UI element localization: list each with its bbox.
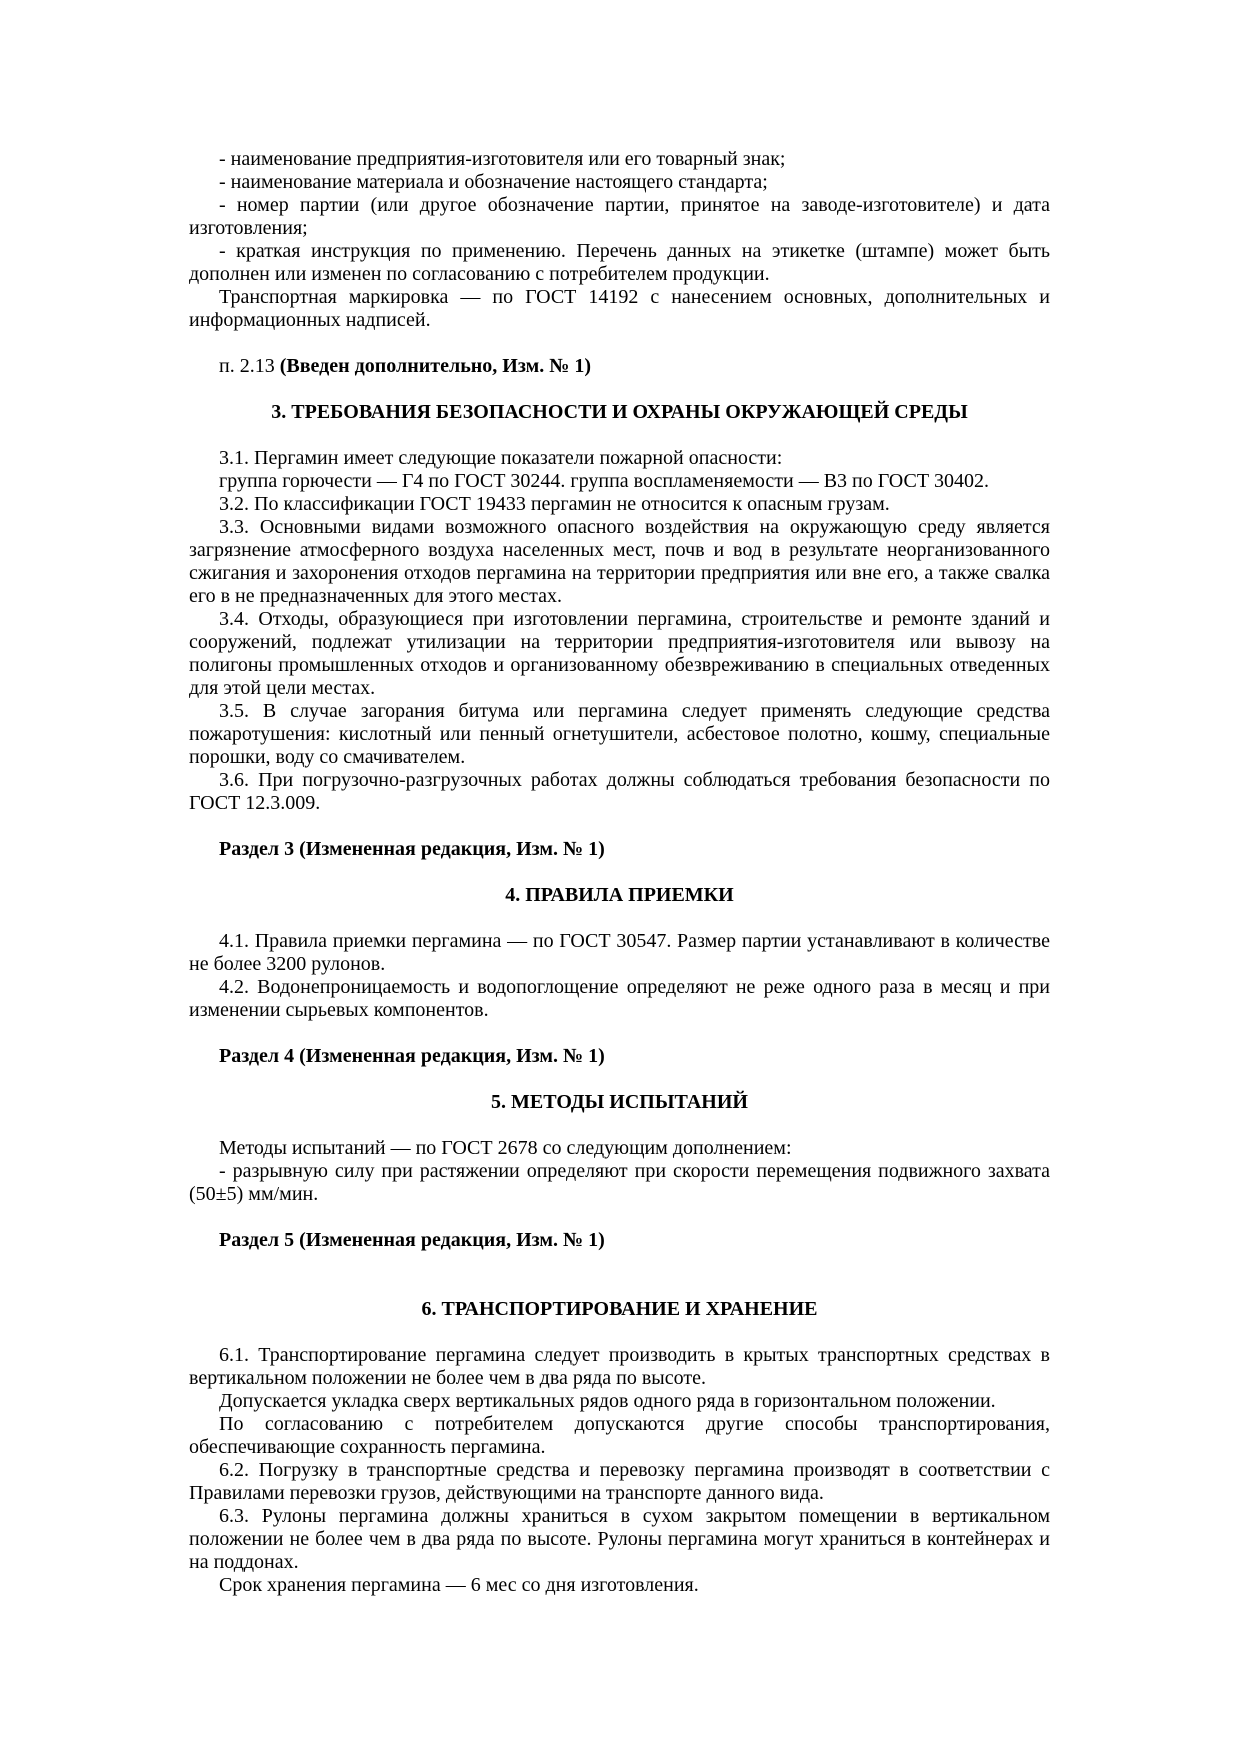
- section-3-paragraph-2: группа горючести — Г4 по ГОСТ 30244. группа воспламеняемости — В3 по ГОСТ 30402.: [219, 470, 990, 492]
- section-5-paragraph-1: Методы испытаний — по ГОСТ 2678 со следующим дополнением:: [219, 1137, 792, 1159]
- section-4-paragraph-1: 4.1. Правила приемки пергамина — по ГОСТ 30547. Размер партии устанавливают в количестве не более 3200 рулонов.: [189, 930, 1050, 975]
- marking-item-manufacturer: - наименование предприятия-изготовителя или его товарный знак;: [219, 148, 786, 170]
- section-5-title: 5. МЕТОДЫ ИСПЫТАНИЙ: [491, 1091, 748, 1113]
- spacer: [189, 332, 1050, 355]
- spacer: [189, 1252, 1050, 1298]
- section-6-paragraph-6: Срок хранения пергамина — 6 мес со дня изготовления.: [219, 1574, 699, 1596]
- spacer: [189, 1068, 1050, 1091]
- section-3-paragraph-5: 3.4. Отходы, образующиеся при изготовлении пергамина, строительстве и ремонте зданий и сооружений, подлежат утилизации на территории предприятия-изготовителя или вывозу на полигоны промышленных отходов и организованному обезвреживанию в специальных отведенных для этой цели местах.: [189, 608, 1050, 699]
- section-4-amendment-text: Раздел 4 (Измененная редакция, Изм. № 1): [219, 1045, 605, 1067]
- spacer: [189, 378, 1050, 401]
- section-3-paragraph-4: 3.3. Основными видами возможного опасного воздействия на окружающую среду является загрязнение атмосферного воздуха населенных мест, почв и вод в результате неорганизованного сжигания и захоронения отходов пергамина на территории предприятия или вне его, а также свалка его в не предназначенных для этого местах.: [189, 516, 1050, 607]
- marking-item-material: - наименование материала и обозначение настоящего стандарта;: [219, 171, 768, 193]
- section-3-amendment-note: [189, 838, 1050, 861]
- amendment-note-text: (Введен дополнительно, Изм. № 1): [279, 355, 591, 377]
- spacer: [189, 1022, 1050, 1045]
- section-5-paragraph-2: - разрывную силу при растяжении определяют при скорости перемещения подвижного захвата (50±5) мм/мин.: [189, 1160, 1050, 1205]
- transport-marking-paragraph: Транспортная маркировка — по ГОСТ 14192 с нанесением основных, дополнительных и информационных надписей.: [189, 286, 1050, 331]
- section-4-title: 4. ПРАВИЛА ПРИЕМКИ: [505, 884, 734, 906]
- section-4-paragraph-2: 4.2. Водонепроницаемость и водопоглощение определяют не реже одного раза в месяц и при изменении сырьевых компонентов.: [189, 976, 1050, 1021]
- section-5-amendment-note: [189, 1229, 1050, 1252]
- spacer: [189, 907, 1050, 930]
- section-6-title: 6. ТРАНСПОРТИРОВАНИЕ И ХРАНЕНИЕ: [421, 1298, 818, 1320]
- section-6-paragraph-5: 6.3. Рулоны пергамина должны храниться в сухом закрытом помещении в вертикальном положении не более чем в два ряда по высоте. Рулоны пергамина могут храниться в контейнерах и на поддонах.: [189, 1505, 1050, 1573]
- section-3-title: 3. ТРЕБОВАНИЯ БЕЗОПАСНОСТИ И ОХРАНЫ ОКРУЖАЮЩЕЙ СРЕДЫ: [271, 401, 968, 423]
- marking-item-batch: - номер партии (или другое обозначение партии, принятое на заводе-изготовителе) и дата изготовления;: [189, 194, 1050, 239]
- section-6-paragraph-1: 6.1. Транспортирование пергамина следует производить в крытых транспортных средствах в вертикальном положении не более чем в два ряда по высоте.: [189, 1344, 1050, 1389]
- spacer: [189, 1321, 1050, 1344]
- section-6-paragraph-3: По согласованию с потребителем допускаются другие способы транспортирования, обеспечивающие сохранность пергамина.: [189, 1413, 1050, 1458]
- document-body: [189, 148, 1050, 1597]
- section-3-paragraph-6: 3.5. В случае загорания битума или пергамина следует применять следующие средства пожаротушения: кислотный или пенный огнетушители, асбестовое полотно, кошму, специальные порошки, воду со смачивателем.: [189, 700, 1050, 768]
- section-5-amendment-text: Раздел 5 (Измененная редакция, Изм. № 1): [219, 1229, 605, 1251]
- marking-item-instruction: - краткая инструкция по применению. Перечень данных на этикетке (штампе) может быть дополнен или изменен по согласованию с потребителем продукции.: [189, 240, 1050, 285]
- section-3-amendment-text: Раздел 3 (Измененная редакция, Изм. № 1): [219, 838, 605, 860]
- spacer: [189, 1114, 1050, 1137]
- section-3-paragraph-3: 3.2. По классификации ГОСТ 19433 пергамин не относится к опасным грузам.: [219, 493, 890, 515]
- section-3-paragraph-7: 3.6. При погрузочно-разгрузочных работах должны соблюдаться требования безопасности по ГОСТ 12.3.009.: [189, 769, 1050, 814]
- spacer: [189, 424, 1050, 447]
- spacer: [189, 861, 1050, 884]
- section-6-paragraph-4: 6.2. Погрузку в транспортные средства и перевозку пергамина производят в соответствии с Правилами перевозки грузов, действующими на транспорте данного вида.: [189, 1459, 1050, 1504]
- amendment-note-2-13: [189, 355, 1050, 378]
- spacer: [189, 815, 1050, 838]
- amendment-note-prefix: п. 2.13: [219, 355, 280, 377]
- section-3-paragraph-1: 3.1. Пергамин имеет следующие показатели пожарной опасности:: [219, 447, 783, 469]
- spacer: [189, 1206, 1050, 1229]
- section-4-amendment-note: [189, 1045, 1050, 1068]
- section-6-paragraph-2: Допускается укладка сверх вертикальных рядов одного ряда в горизонтальном положении.: [219, 1390, 996, 1412]
